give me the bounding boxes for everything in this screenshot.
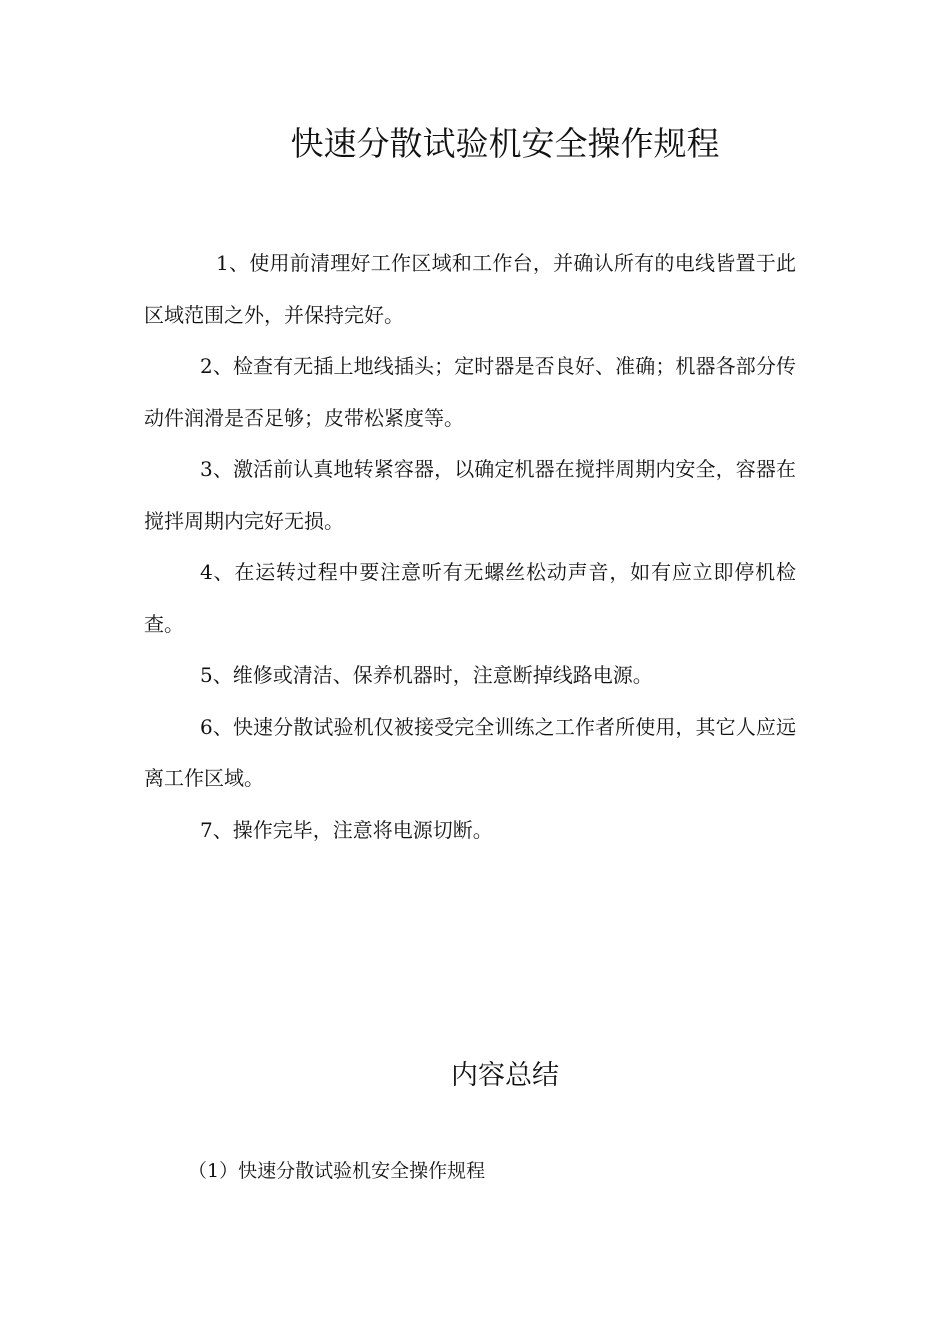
rules-list: [144, 238, 796, 856]
rule-item-7: 7、操作完毕，注意将电源切断。: [200, 817, 493, 842]
document-title: 快速分散试验机安全操作规程: [290, 124, 720, 163]
rule-item-4: 4、在运转过程中要注意听有无螺丝松动声音，如有应立即停机检查。: [144, 560, 796, 636]
rule-item-1: 1、使用前清理好工作区域和工作台，并确认所有的电线皆置于此区域范围之外，并保持完好。: [144, 251, 796, 327]
summary-title: 内容总结: [451, 1060, 559, 1091]
rule-item-3: 3、激活前认真地转紧容器，以确定机器在搅拌周期内安全，容器在搅拌周期内完好无损。: [144, 457, 796, 533]
rule-item-5: 5、维修或清洁、保养机器时，注意断掉线路电源。: [200, 663, 653, 687]
rule-item-6: 6、快速分散试验机仅被接受完全训练之工作者所使用，其它人应远离工作区域。: [144, 714, 796, 790]
summary-item-1: （1）快速分散试验机安全操作规程: [188, 1160, 486, 1182]
rule-item-2: 2、检查有无插上地线插头；定时器是否良好、准确；机器各部分传动件润滑是否足够；皮带松紧度等。: [144, 354, 796, 430]
